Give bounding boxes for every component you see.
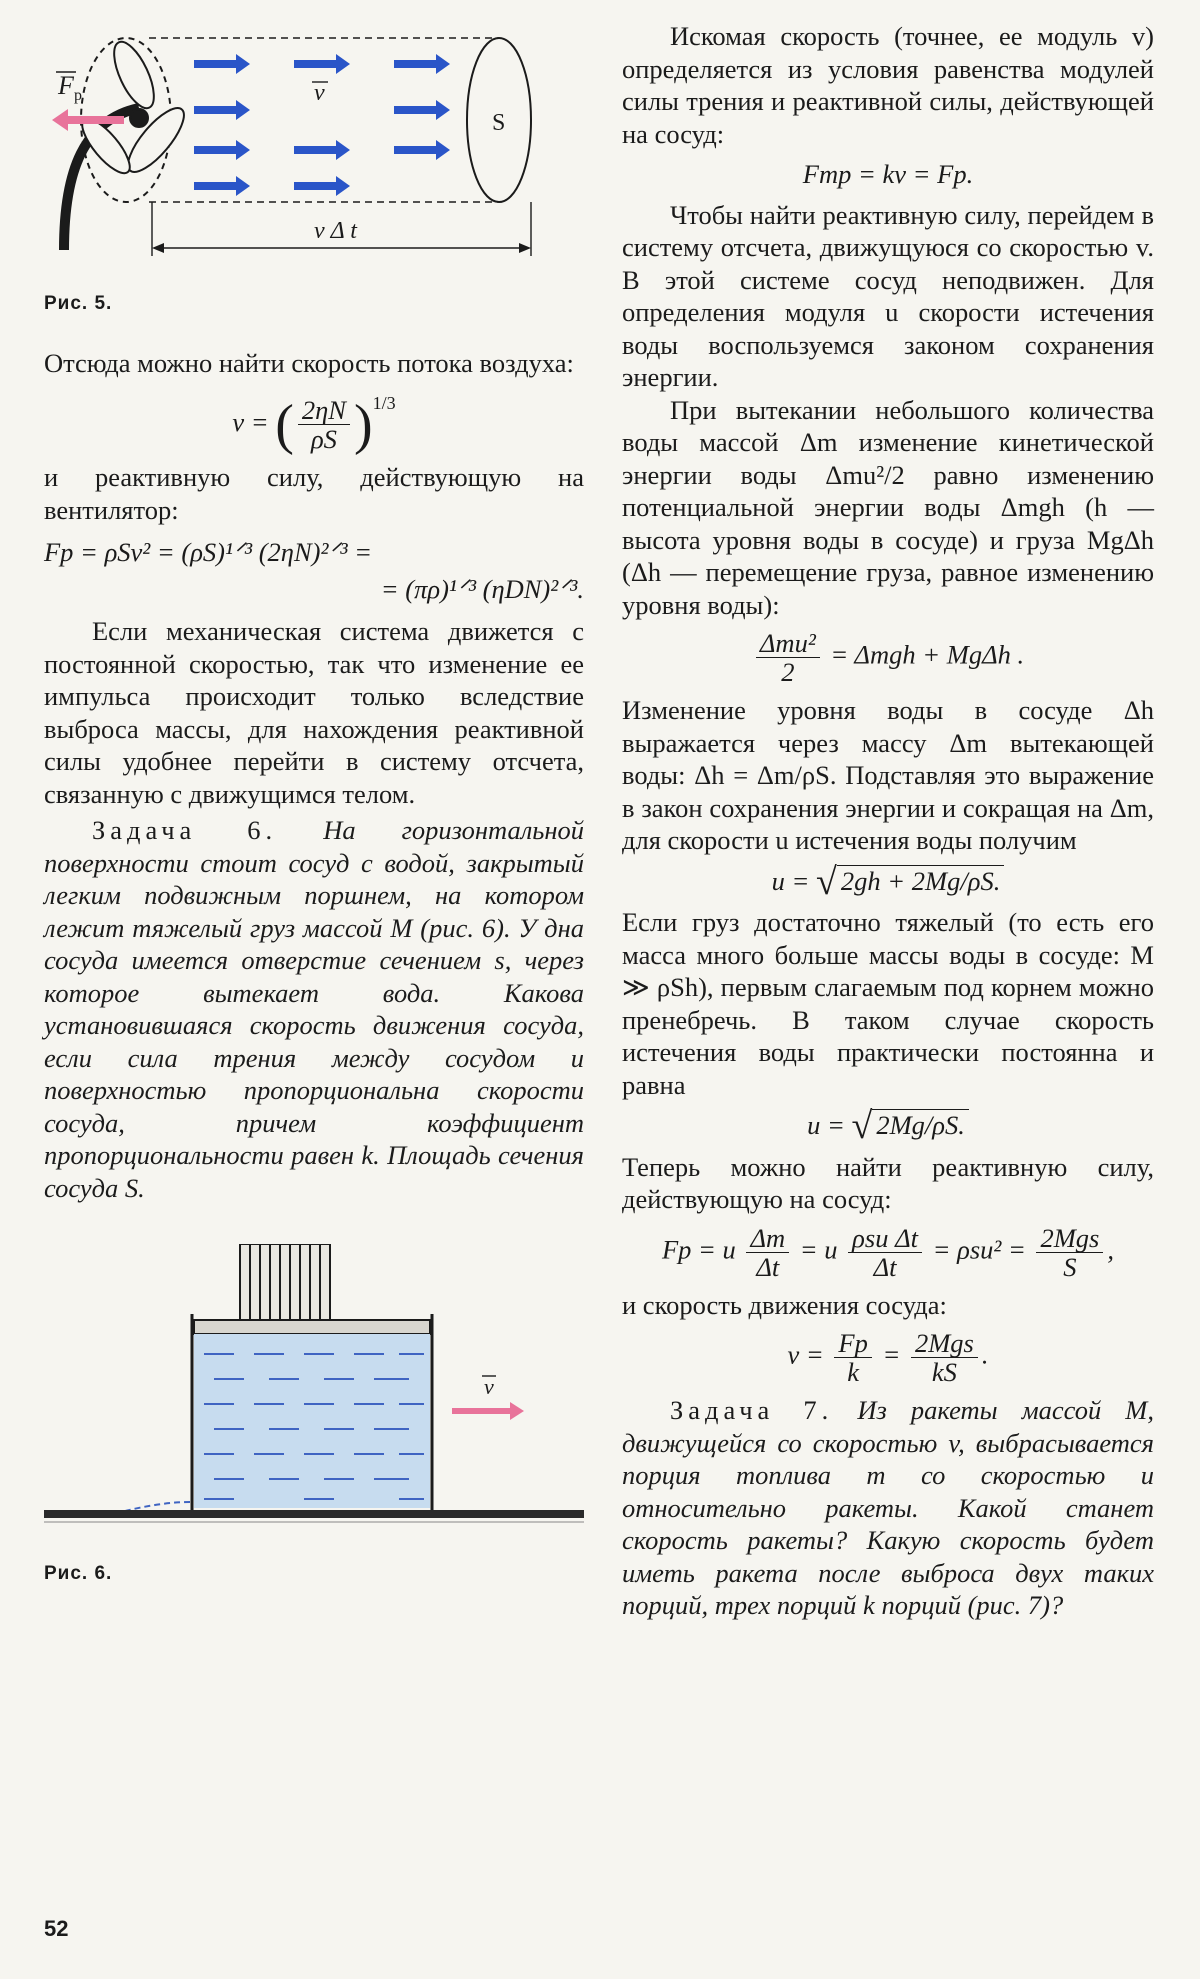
formula-energy-conservation <box>622 629 1154 686</box>
formula-rhs: = Δmgh + MgΔh . <box>830 639 1025 670</box>
figure-6 <box>44 1244 584 1544</box>
fraction <box>834 1329 871 1386</box>
denominator: ρS <box>310 424 337 455</box>
formula-air-speed: v = ( $\frac{2\eta N}{\rho S}$ )$^{1/3}$ <box>232 393 396 456</box>
airflow-arrows <box>194 54 450 196</box>
denominator: kS <box>931 1357 957 1387</box>
numerator: Fр <box>834 1329 871 1358</box>
velocity-label: v <box>314 80 325 106</box>
formula-lhs: u = <box>807 1110 845 1140</box>
numerator: ρsu Δt <box>848 1224 922 1253</box>
paragraph: Изменение уровня воды в сосуде Δh выражается через массу Δm вытекающей воды: Δh = Δm/ρS. Подставляя это выражение в закон сохранения энергии и сокращая на Δm, для скорости u истечения воды получим <box>622 695 1154 855</box>
figure-5-caption: Рис. 5. <box>44 293 113 314</box>
water <box>194 1334 430 1508</box>
formula-reactive-force-2: = (πρ)¹ᐟ³ (ηDN)²ᐟ³. <box>380 573 584 604</box>
paragraph: Отсюда можно найти скорость потока воздуха: <box>44 347 574 378</box>
area-label: S <box>492 110 506 136</box>
fraction <box>911 1329 978 1386</box>
formula-end: , <box>1107 1234 1114 1265</box>
right-column <box>622 20 1154 1622</box>
paragraph: Если механическая система движется с постоянной скоростью, так что изменение ее импульса происходит только вследствие выброса массы, для нахождения реактивной силы удобнее перейти в систему отсчета, связанную с движущимся телом. <box>44 616 584 809</box>
fraction <box>746 1224 789 1281</box>
task-7 <box>622 1394 1154 1622</box>
paragraph: При вытекании небольшого количества воды массой Δm изменение кинетической энергии воды Δmu²/2 равно изменению потенциальной энергии воды Δmgh (h — высота уровня воды в сосуде) и груза MgΔh (Δh — перемещение груза, равное изменению уровня воды): <box>622 394 1154 620</box>
formula-lhs: Fр = u <box>661 1234 736 1265</box>
formula-friction-balance: Fтр = kv = Fр. <box>802 159 974 189</box>
formula-lhs: v = <box>787 1339 824 1370</box>
numerator: 2Mgs <box>911 1329 978 1358</box>
weight-block <box>240 1244 330 1320</box>
denominator: 2 <box>781 657 795 687</box>
paragraph: Чтобы найти реактивную силу, перейдем в систему отсчета, движущуюся со скоростью v. В этой системе сосуд неподвижен. Для определения модуля u скорости истечения воды воспользуемся законом сохранения энергии. <box>622 199 1154 392</box>
denominator: Δt <box>873 1251 897 1282</box>
fraction <box>1036 1224 1103 1281</box>
formula-lhs: v = <box>232 407 269 437</box>
formula-reactive-force-1: Fр = ρSv² = (ρS)¹ᐟ³ (2ηN)²ᐟ³ = <box>44 537 373 568</box>
force-subscript: р <box>74 87 82 104</box>
formula-reactive-force <box>622 1224 1154 1281</box>
radicand: 2Mg/ρS. <box>872 1109 969 1140</box>
radicand: 2gh + 2Mg/ρS. <box>837 865 1004 896</box>
force-label: F <box>58 71 74 100</box>
formula-end: . <box>981 1339 989 1370</box>
denominator: S <box>1063 1251 1077 1282</box>
left-column <box>44 20 584 1591</box>
formula-vessel-speed <box>622 1329 1154 1386</box>
denominator: Δt <box>756 1251 780 1282</box>
numerator: Δm <box>746 1224 789 1253</box>
formula-outflow-speed-approx: u = √ 2Mg/ρS. <box>622 1109 1154 1143</box>
task-6-text: На горизонтальной поверхности стоит сосуд с водой, закрытый легким подвижным поршнем, на котором лежит тяжелый груз массой M (рис. 6). У дна сосуда имеется отверстие сечением s, через которое вытекает вода. Какова установившаяся скорость движения сосуда, если сила трения между сосудом и поверхностью пропорциональна скорости сосуда, причем коэффициент пропорциональности равен k. Площадь сечения сосуда S. <box>44 815 585 1203</box>
ground <box>44 1510 584 1518</box>
numerator: Δmu² <box>756 629 820 658</box>
denominator: k <box>847 1357 859 1387</box>
paragraph: и скорость движения сосуда: <box>622 1289 947 1320</box>
numerator: 2ηN <box>298 396 350 425</box>
formula-lhs: u = <box>771 865 810 896</box>
paragraph: Если груз достаточно тяжелый (то есть его масса много больше массы воды в сосуде: M ≫ ρSh), первым слагаемым под корнем можно пренебречь. В таком случае скорость истечения воды практически постоянна и равна <box>622 907 1154 1100</box>
formula-part: = ρsu² = <box>932 1234 1026 1265</box>
task-7-label: Задача 7. <box>670 1395 834 1425</box>
formula-part: = u <box>799 1234 838 1265</box>
task-6 <box>44 814 584 1204</box>
figure-5 <box>44 20 584 270</box>
vessel-velocity-arrow <box>452 1402 524 1420</box>
numerator: 2Mgs <box>1036 1224 1103 1253</box>
exponent: 1/3 <box>372 393 396 413</box>
piston <box>194 1320 430 1334</box>
figure-6-caption: Рис. 6. <box>44 1563 113 1585</box>
length-label: v Δ t <box>314 218 357 244</box>
fraction <box>756 629 820 686</box>
formula-part: = <box>882 1339 901 1370</box>
task-7-text: Из ракеты массой M, движущейся со скоростью v, выбрасывается порция топлива m со скоростью u относительно ракеты. Какой станет скорость ракеты? Какую скорость будет иметь ракета после выброса двух таких порций, трех порций k порций (рис. 7)? <box>622 1395 1155 1620</box>
vessel-velocity-label: v <box>484 1374 494 1400</box>
paragraph: Теперь можно найти реактивную силу, действующую на сосуд: <box>622 1151 1154 1214</box>
paragraph: и реактивную силу, действующую на вентилятор: <box>44 462 584 525</box>
page-number: 52 <box>44 1916 69 1941</box>
fraction <box>298 396 350 453</box>
formula-outflow-speed: u = √ 2gh + 2Mg/ρS. <box>622 865 1154 899</box>
paragraph: Искомая скорость (точнее, ее модуль v) определяется из условия равенства модулей силы трения и реактивной силы, действующей на сосуд: <box>622 21 1154 149</box>
fraction <box>848 1224 922 1281</box>
task-6-label: Задача 6. <box>92 815 278 846</box>
